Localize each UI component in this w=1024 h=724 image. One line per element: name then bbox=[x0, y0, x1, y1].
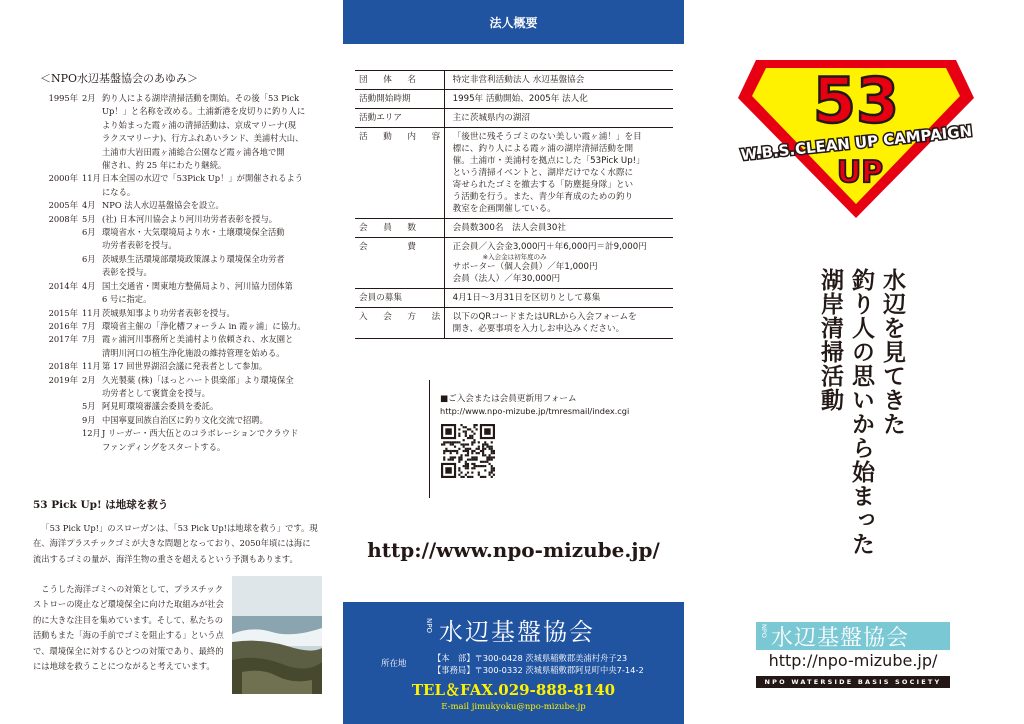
timeline-row bbox=[18, 320, 330, 333]
footer-tel: TEL＆FAX.029-888-8140 bbox=[411, 681, 616, 699]
overview-key: 活動エリア bbox=[355, 109, 444, 128]
timeline-row bbox=[18, 199, 330, 212]
overview-value bbox=[444, 219, 673, 238]
timeline-row bbox=[18, 239, 330, 252]
timeline-month: 7月 bbox=[82, 334, 96, 345]
timeline-row bbox=[18, 347, 330, 360]
timeline-row bbox=[18, 293, 330, 306]
section2-paragraph-2: こうした海洋ゴミへの対策として、プラスチックストローの廃止など環境保全に向けた取組みが社会的に大きな注目を集めています。そして、私たちの活動もまた「海の手前でゴミを阻止する」という点で、環境保全に対するひとつの対策であり、最終的には地球を救うことにつながると考えています。 bbox=[33, 584, 224, 672]
logo-up: UP bbox=[836, 155, 884, 190]
timeline-row bbox=[18, 414, 330, 427]
tagline-line-1: 水辺を見てきた bbox=[879, 268, 906, 436]
timeline-row bbox=[18, 266, 330, 279]
overview-value bbox=[444, 90, 673, 109]
overview-key: 会 員 数 bbox=[355, 219, 444, 238]
overview-key: 会 費 bbox=[355, 238, 444, 289]
logo-number: 53 bbox=[812, 64, 900, 137]
overview-row bbox=[355, 308, 673, 339]
timeline-year bbox=[18, 226, 82, 239]
timeline-year bbox=[18, 119, 82, 132]
timeline-year: 2005年 bbox=[48, 200, 78, 211]
timeline-row bbox=[18, 253, 330, 266]
overview-value-line: 標に、釣り人による霞ヶ浦の湖岸清掃活動を開 bbox=[452, 144, 634, 154]
contact-footer bbox=[343, 602, 684, 724]
timeline-year bbox=[18, 253, 82, 266]
timeline-row bbox=[18, 132, 330, 145]
overview-value bbox=[444, 308, 673, 339]
timeline-month bbox=[82, 146, 102, 159]
overview-value-line: という清掃イベントと、湖岸だけでなく水際に bbox=[452, 168, 634, 178]
timeline-year bbox=[18, 387, 82, 400]
timeline-text: 環境省主催の「浄化槽フォーラム in 霞ヶ浦」に協力。 bbox=[102, 320, 306, 331]
timeline-text: ファンディングをスタートする。 bbox=[102, 441, 226, 452]
timeline-month bbox=[82, 119, 102, 132]
overview-note: ※入会金は初年度のみ bbox=[482, 253, 547, 261]
timeline-text: 表彰を授与。 bbox=[102, 267, 152, 278]
overview-value-line: 主に茨城県内の湖沼 bbox=[452, 113, 531, 123]
timeline-year bbox=[18, 414, 82, 427]
timeline-text: 釣り人による湖岸清掃活動を開始。その後「53 Pick bbox=[102, 93, 300, 103]
timeline-text: 久光製薬 (株)「ほっとハート倶楽部」より環境保全 bbox=[102, 374, 294, 385]
timeline-text: J リーガー・西大伍とのコラボレーションでクラウド bbox=[102, 428, 299, 439]
timeline-month: 2月 bbox=[82, 93, 96, 103]
timeline-month bbox=[82, 266, 102, 279]
timeline-year: 1995年 bbox=[48, 93, 78, 103]
clean-up-campaign-logo bbox=[738, 58, 974, 220]
timeline-row bbox=[18, 146, 330, 159]
timeline-row bbox=[18, 387, 330, 400]
timeline-year: 2016年 bbox=[48, 320, 78, 331]
timeline-row bbox=[18, 186, 330, 199]
timeline-year bbox=[18, 105, 82, 118]
timeline-row bbox=[18, 213, 330, 226]
timeline-month: 7月 bbox=[82, 320, 96, 331]
timeline-text: ラクスマリーナ)、行方ふれあいランド、美浦村大山、 bbox=[102, 133, 304, 144]
footer-npo-label: NPO bbox=[425, 618, 433, 633]
section2-paragraph-1: 「53 Pick Up!」のスローガンは、「53 Pick Up!は地球を救う」です。現在、海洋プラスチックゴミが大きな問題となっており、2050年頃には海に流出するゴミの量が、海洋生物の重さを超えるという予測もあります。 bbox=[33, 523, 318, 564]
timeline-row bbox=[18, 374, 330, 387]
timeline-month: 5月 bbox=[82, 401, 96, 412]
timeline-month: 4月 bbox=[82, 280, 96, 291]
overview-value-line: う活動を行う。また、青少年育成のための釣り bbox=[452, 192, 634, 202]
overview-value-line: 会員数300名 法人会員30社 bbox=[452, 223, 566, 233]
timeline-year bbox=[18, 427, 82, 440]
timeline-row bbox=[18, 119, 330, 132]
overview-value-line: 正会員／入会金3,000円＋年6,000円＝計9,000円 bbox=[452, 242, 647, 252]
timeline-month bbox=[82, 159, 102, 172]
org-logo-url[interactable]: http://npo-mizube.jp/ bbox=[768, 651, 938, 670]
tagline-line-3: 湖岸清掃活動 bbox=[817, 268, 844, 412]
timeline-month: 9月 bbox=[82, 414, 96, 425]
overview-key: 活動開始時期 bbox=[355, 90, 444, 109]
timeline-month: 6月 bbox=[82, 227, 96, 238]
timeline-year: 2018年 bbox=[48, 361, 78, 372]
timeline-year: 2008年 bbox=[48, 213, 78, 224]
timeline-year: 2014年 bbox=[48, 280, 78, 291]
timeline-year bbox=[18, 132, 82, 145]
timeline-text: NPO 法人水辺基盤協会を設立。 bbox=[102, 200, 224, 211]
timeline-text: 日本全国の水辺で「53Pick Up！」が開催されるよう bbox=[102, 173, 304, 184]
timeline-year bbox=[18, 146, 82, 159]
overview-value bbox=[444, 109, 673, 128]
timeline-year bbox=[18, 441, 82, 454]
timeline-year: 2017年 bbox=[48, 334, 78, 345]
timeline-text: 阿見町環境審議会委員を委託。 bbox=[102, 401, 219, 412]
timeline-month bbox=[82, 441, 102, 454]
timeline-text: 第 17 回世界湖沼会議に発表者として参加。 bbox=[102, 361, 268, 372]
timeline-text: 催され、約 25 年にわたり継続。 bbox=[102, 160, 227, 171]
overview-row bbox=[355, 109, 673, 128]
timeline-year bbox=[18, 400, 82, 413]
overview-value-line: 開き、必要事項を入力しお申込みください。 bbox=[452, 324, 625, 334]
overview-header: 法人概要 bbox=[343, 0, 684, 44]
timeline-row bbox=[18, 280, 330, 293]
overview-value-line: サポーター（個人会員）／年1,000円 bbox=[452, 262, 598, 272]
tagline bbox=[815, 268, 908, 556]
tagline-line-2: 釣り人の思いから始まった bbox=[848, 268, 875, 556]
footer-address-hq: 【本 部】〒300-0428 茨城県稲敷郡美浦村舟子23 bbox=[433, 653, 628, 663]
timeline-text: 土浦市大岩田霞ヶ浦総合公園など霞ヶ浦各地で開 bbox=[102, 146, 285, 157]
overview-value-line: 寄せられたゴミを撤去する「防塵挺身隊」とい bbox=[452, 180, 634, 190]
timeline-text: (社) 日本河川協会より河川功労者表彰を授与。 bbox=[102, 213, 278, 224]
overview-key: 入 会 方 法 bbox=[355, 308, 444, 339]
history-panel bbox=[0, 0, 340, 724]
overview-row bbox=[355, 128, 673, 219]
overview-row bbox=[355, 71, 673, 90]
timeline-row bbox=[18, 427, 330, 440]
website-url[interactable]: http://www.npo-mizube.jp/ bbox=[367, 538, 660, 562]
timeline-text: Up！」と名称を改める。土浦新港を皮切りに釣り人に bbox=[102, 106, 306, 117]
timeline-month bbox=[82, 186, 102, 199]
join-form-url[interactable]: http://www.npo-mizube.jp/tmresmail/index.cgi bbox=[440, 406, 630, 416]
timeline-text: 環境省水・大気環境局より水・土壌環境保全活動 bbox=[102, 227, 285, 238]
overview-value-line: 会員（法人）／年30,000円 bbox=[452, 274, 561, 284]
overview-key: 団 体 名 bbox=[355, 71, 444, 90]
timeline-year bbox=[18, 159, 82, 172]
timeline-year: 2000年 bbox=[48, 173, 78, 184]
timeline-text: 茨城県知事より功労者表彰を授与。 bbox=[102, 307, 235, 318]
overview-value-line: 教室を企画開催している。 bbox=[452, 204, 556, 214]
timeline-month bbox=[82, 387, 102, 400]
timeline-row bbox=[18, 400, 330, 413]
history-title: ＜NPO水辺基盤協会のあゆみ＞ bbox=[40, 72, 199, 85]
timeline-text: になる。 bbox=[102, 186, 136, 197]
overview-row bbox=[355, 289, 673, 308]
timeline-row bbox=[18, 105, 330, 118]
timeline-month bbox=[82, 239, 102, 252]
timeline-month: 11月 bbox=[82, 307, 101, 318]
overview-key: 会員の募集 bbox=[355, 289, 444, 308]
overview-row bbox=[355, 90, 673, 109]
timeline-year bbox=[18, 239, 82, 252]
timeline-row bbox=[18, 333, 330, 346]
timeline-year: 2019年 bbox=[48, 374, 78, 385]
timeline-text: 6 号に指定。 bbox=[102, 294, 152, 305]
overview-value-line: 「後世に残そうゴミのない美しい霞ヶ浦！」を目 bbox=[452, 132, 642, 142]
timeline-year: 2015年 bbox=[48, 307, 78, 318]
overview-table bbox=[355, 70, 673, 339]
footer-org-name: 水辺基盤協会 bbox=[439, 618, 595, 646]
overview-value-line: 特定非営利活動法人 水辺基盤協会 bbox=[452, 75, 585, 85]
timeline bbox=[18, 92, 330, 454]
coast-photo bbox=[232, 576, 322, 694]
overview-value-line: 1995年 活動開始、2005年 法人化 bbox=[452, 94, 588, 104]
overview-value bbox=[444, 128, 673, 219]
timeline-text: 功労者表彰を授与。 bbox=[102, 240, 177, 251]
org-logo-npo: NPO bbox=[760, 624, 768, 638]
overview-row bbox=[355, 238, 673, 289]
timeline-text: 功労者として褒賞金を授与。 bbox=[102, 387, 210, 398]
timeline-text: より始まった霞ヶ浦の清掃活動は、京成マリーナ(現 bbox=[102, 119, 297, 130]
timeline-month: 4月 bbox=[82, 200, 96, 211]
overview-value-line: 4月1日～3月31日を区切りとして募集 bbox=[452, 293, 601, 303]
timeline-row bbox=[18, 92, 330, 105]
timeline-year bbox=[18, 186, 82, 199]
timeline-month: 6月 bbox=[82, 253, 96, 264]
timeline-year bbox=[18, 266, 82, 279]
timeline-year bbox=[18, 293, 82, 306]
timeline-row bbox=[18, 159, 330, 172]
overview-value-line: 以下のQRコードまたはURLから入会フォームを bbox=[452, 312, 637, 322]
footer-address-label: 所在地 bbox=[381, 659, 407, 669]
timeline-year bbox=[18, 347, 82, 360]
divider bbox=[429, 380, 430, 498]
org-logo-english: NPO WATERSIDE BASIS SOCIETY bbox=[756, 676, 950, 688]
org-logo-name: 水辺基盤協会 bbox=[771, 626, 910, 651]
timeline-row bbox=[18, 226, 330, 239]
timeline-row bbox=[18, 360, 330, 373]
overview-key: 活 動 内 容 bbox=[355, 128, 444, 219]
timeline-month: 5月 bbox=[82, 213, 96, 224]
overview-value-line: 催。土浦市・美浦村を拠点にした「53Pick Up!」 bbox=[452, 156, 645, 166]
timeline-month: 11月 bbox=[82, 173, 101, 184]
timeline-text: 中国寧夏回族自治区に釣り文化交流で招聘。 bbox=[102, 414, 268, 425]
overview-value bbox=[444, 289, 673, 308]
timeline-text: 国土交通省・関東地方整備局より、河川協力団体第 bbox=[102, 280, 293, 291]
footer-address-office: 【事務局】〒300-0332 茨城県稲敷郡阿見町中央7-14-2 bbox=[433, 665, 644, 675]
timeline-text: 霞ヶ浦河川事務所と美浦村より依頼され、水友園と bbox=[102, 334, 294, 345]
timeline-row bbox=[18, 172, 330, 185]
timeline-month: 2月 bbox=[82, 374, 96, 385]
timeline-month: 11月 bbox=[82, 361, 101, 372]
timeline-month bbox=[82, 132, 102, 145]
timeline-row bbox=[18, 441, 330, 454]
timeline-row bbox=[18, 307, 330, 320]
footer-email[interactable]: E-mail jimukyoku@npo-mizube.jp bbox=[441, 702, 586, 712]
timeline-month: 12月 bbox=[82, 428, 101, 439]
timeline-text: 清明川河口の植生浄化施設の維持管理を始める。 bbox=[102, 347, 285, 358]
overview-row bbox=[355, 219, 673, 238]
overview-value bbox=[444, 71, 673, 90]
timeline-month bbox=[82, 105, 102, 118]
section2-title: 53 Pick Up! は地球を救う bbox=[33, 499, 169, 511]
timeline-month bbox=[82, 293, 102, 306]
overview-value bbox=[444, 238, 673, 289]
logo-band: W.B.S.CLEAN UP CAMPAIGN bbox=[739, 121, 973, 165]
timeline-month bbox=[82, 347, 102, 360]
timeline-text: 茨城県生活環境部環境政策課より環境保全功労者 bbox=[102, 253, 285, 264]
join-form-label: ■ご入会または会員更新用フォーム bbox=[440, 394, 577, 404]
qr-code[interactable] bbox=[441, 424, 495, 478]
